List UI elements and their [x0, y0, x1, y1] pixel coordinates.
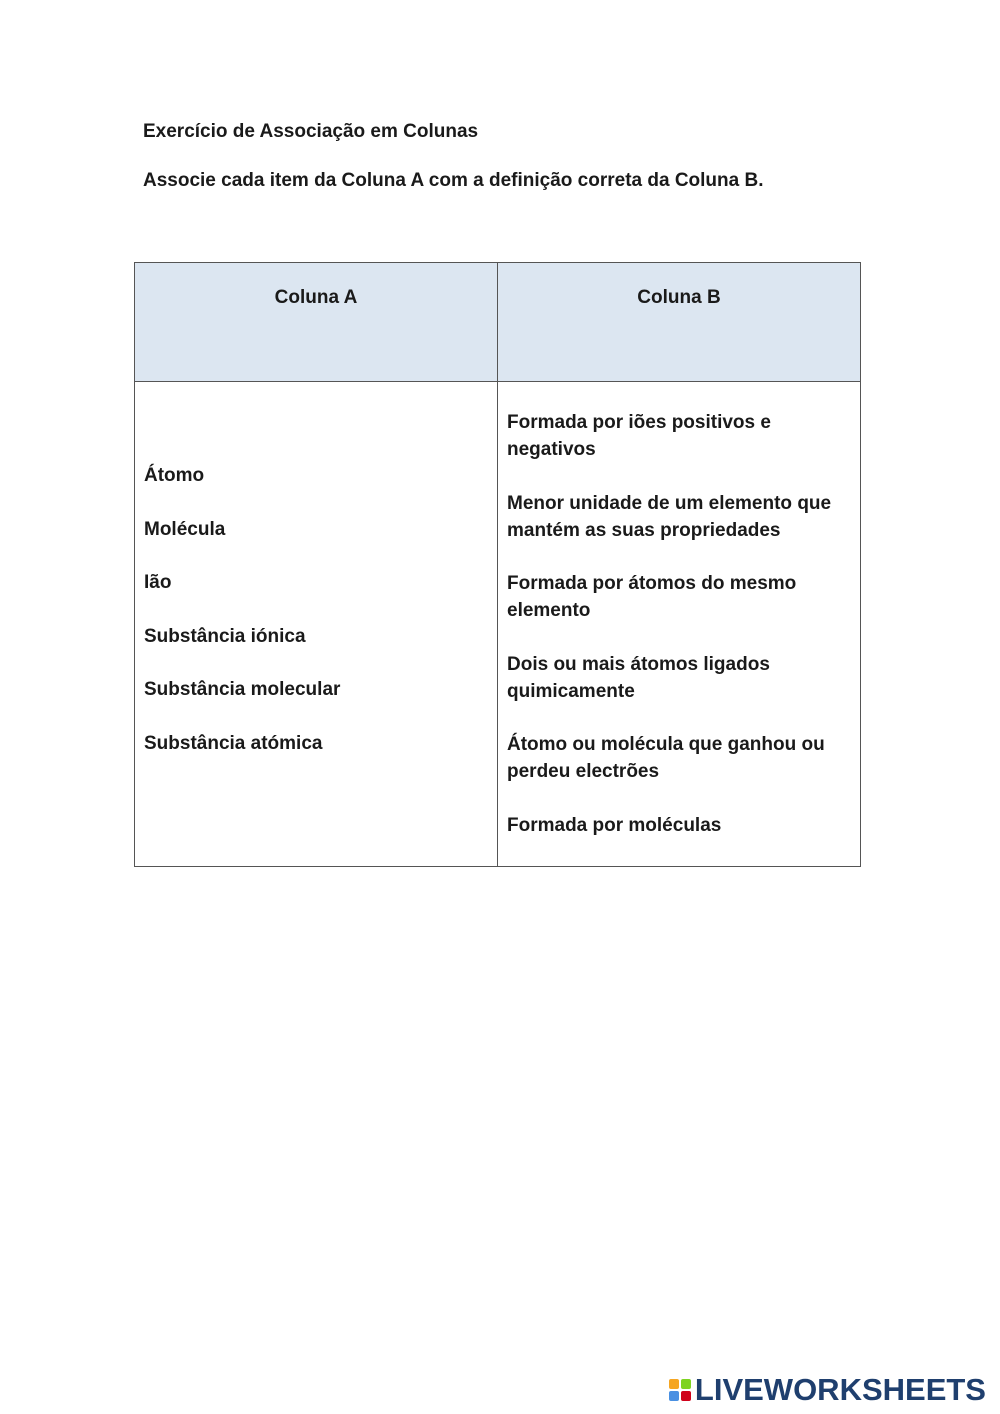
column-b-header: Coluna B [498, 263, 861, 382]
column-b-definition-4: Dois ou mais átomos ligados quimicamente [507, 653, 770, 702]
liveworksheets-logo [669, 1372, 986, 1408]
column-b-definition-5: Átomo ou molécula que ganhou ou perdeu electrões [507, 734, 825, 783]
table-header-row [135, 263, 861, 382]
table-body-row [135, 382, 861, 867]
column-b-definition-6: Formada por moléculas [507, 814, 722, 836]
column-a-header: Coluna A [135, 263, 498, 382]
column-a-item-iao: Ião [144, 572, 172, 594]
logo-block-2 [681, 1379, 691, 1389]
column-b-cell [498, 382, 861, 867]
column-a-cell [135, 382, 498, 867]
worksheet-instruction: Associe cada item da Coluna A com a definição correta da Coluna B. [143, 170, 764, 191]
column-a-list [135, 382, 497, 757]
association-table [134, 262, 861, 867]
column-b-definition-2: Menor unidade de um elemento que mantém as suas propriedades [507, 492, 832, 541]
column-a-item-molecula: Molécula [144, 518, 226, 540]
column-b-definition-3: Formada por átomos do mesmo elemento [507, 573, 797, 622]
logo-text: LIVEWORKSHEETS [694, 1372, 986, 1407]
logo-block-3 [669, 1391, 679, 1401]
logo-blocks-icon [669, 1379, 691, 1401]
worksheet-title: Exercício de Associação em Colunas [143, 121, 479, 142]
column-b-definition-1: Formada por iões positivos e negativos [507, 412, 771, 460]
column-a-item-substancia-atomica: Substância atómica [144, 732, 323, 754]
logo-block-1 [669, 1379, 679, 1389]
logo-block-4 [681, 1391, 691, 1401]
column-a-item-substancia-ionica: Substância iónica [144, 625, 306, 647]
column-b-list [498, 382, 860, 839]
column-a-item-substancia-molecular: Substância molecular [144, 679, 341, 701]
column-a-item-atomo: Átomo [144, 465, 205, 486]
